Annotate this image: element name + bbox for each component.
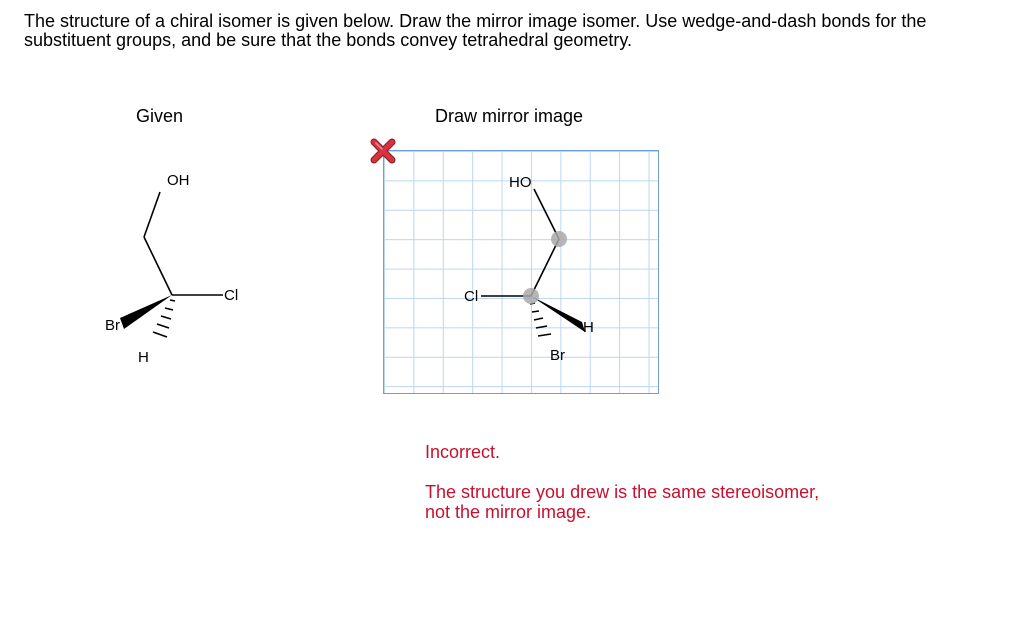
atom-br: Br	[105, 317, 120, 334]
drawing-canvas[interactable]	[383, 150, 659, 394]
feedback-message: The structure you drew is the same stereoisomer, not the mirror image.	[425, 482, 820, 522]
atom-h: H	[138, 349, 149, 366]
atom-br[interactable]: Br	[550, 347, 565, 364]
dash-bond-br[interactable]	[530, 303, 551, 336]
selected-atom-dot[interactable]	[523, 288, 539, 304]
given-label: Given	[136, 106, 184, 126]
atom-ho[interactable]: HO	[509, 174, 532, 191]
question-text: The structure of a chiral isomer is given below. Draw the mirror image isomer. Use wedge-and-dash bonds for the substituent groups, and be sure that the bonds convey tetrahedral geometry.	[24, 11, 927, 50]
given-structure	[0, 0, 380, 400]
bond-ho[interactable]	[534, 189, 559, 239]
atom-oh: OH	[167, 172, 190, 189]
wedge-bond-h[interactable]	[531, 296, 585, 332]
red-x-icon	[369, 137, 397, 165]
wedge-bond-br	[120, 295, 172, 329]
atom-h[interactable]: H	[583, 319, 594, 336]
draw-mirror-label: Draw mirror image	[435, 106, 584, 126]
bond-ch2	[144, 237, 172, 295]
feedback-status: Incorrect.	[425, 442, 501, 462]
selected-atom-dot[interactable]	[551, 231, 567, 247]
atom-cl: Cl	[224, 287, 239, 304]
bond-ch2[interactable]	[531, 239, 559, 296]
atom-cl[interactable]: Cl	[464, 288, 479, 305]
bond-oh	[144, 192, 160, 237]
drawn-structure	[384, 151, 660, 395]
